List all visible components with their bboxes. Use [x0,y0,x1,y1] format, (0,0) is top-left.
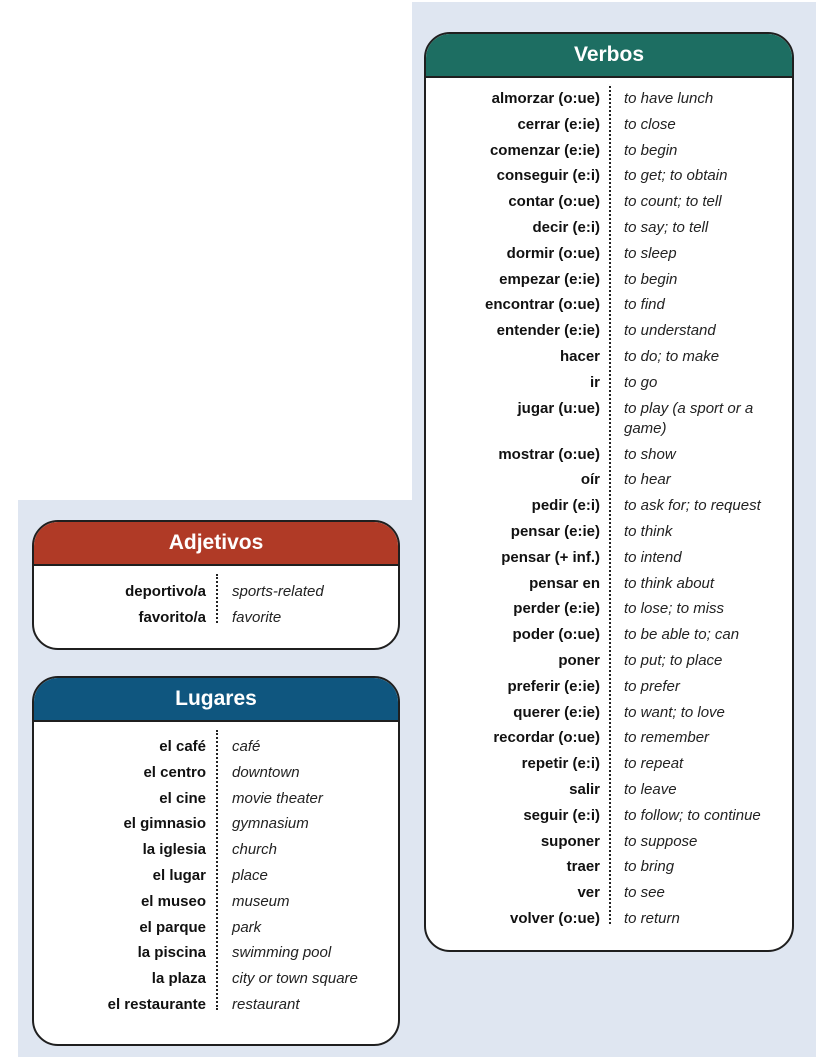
lugares-definition: gymnasium [232,815,309,833]
lugares-definition: church [232,841,278,859]
verbos-header: Verbos [426,34,792,78]
lugares-term: el gimnasio [123,815,206,833]
verbos-row [426,596,792,622]
verbos-term: recordar (o:ue) [493,729,600,747]
lugares-definition: café [232,738,261,755]
verbos-definition: to intend [624,548,682,566]
lugares-term: el café [159,738,206,755]
verbos-term: jugar (u:ue) [517,399,600,417]
verbos-definition: to say; to tell [624,218,709,236]
lugares-row [34,915,398,941]
verbos-definition: to go [624,373,658,391]
verbos-definition: to count; to tell [624,193,722,211]
lugares-term: el museo [140,892,206,910]
verbos-row [426,622,792,648]
lugares-definition: movie theater [232,789,323,807]
verbos-term: repetir (e:i) [521,755,600,773]
verbos-term: cerrar (e:ie) [517,115,600,133]
verbos-row [426,86,792,112]
verbos-definition: to do; to make [624,347,720,365]
verbos-term: volver (o:ue) [509,909,600,927]
verbos-row [426,344,792,370]
lugares-definition: swimming pool [232,944,332,962]
verbos-term: oír [580,471,600,489]
verbos-row [426,215,792,241]
verbos-term: hacer [559,347,600,365]
lugares-card [32,676,400,1046]
verbos-row [426,396,792,442]
verbos-definition: to return [624,909,680,927]
lugares-definition: place [232,866,268,884]
adjetivos-term: deportivo/a [125,583,206,600]
adjetivos-definition: favorite [232,608,282,626]
lugares-definition: restaurant [232,995,300,1013]
verbos-term: pensar en [529,574,600,592]
verbos-term: contar (o:ue) [508,193,600,211]
lugares-row [34,811,398,837]
verbos-definition: to ask for; to request [624,497,761,515]
lugares-row [34,940,398,966]
verbos-row [426,545,792,571]
verbos-row [426,854,792,880]
verbos-row [426,318,792,344]
lugares-term: el lugar [152,866,206,884]
verbos-definition: to leave [624,780,677,798]
verbos-definition: to repeat [624,755,684,773]
verbos-term: pedir (e:i) [531,497,600,515]
verbos-row [426,519,792,545]
verbos-definition: to begin [624,141,678,159]
verbos-row [426,138,792,164]
verbos-term: preferir (e:ie) [507,677,600,695]
verbos-list [426,78,792,932]
verbos-definition: to lose; to miss [624,600,725,618]
verbos-row [426,648,792,674]
verbos-definition: to sleep [624,244,677,262]
verbos-row [426,829,792,855]
lugares-row [34,992,398,1018]
adjetivos-card [32,520,400,650]
lugares-term: la piscina [137,944,206,962]
verbos-definition: to remember [624,729,710,747]
lugares-term: el centro [143,763,206,781]
lugares-definition: downtown [232,763,300,781]
adjetivos-row [34,579,398,605]
verbos-row [426,803,792,829]
verbos-row [426,880,792,906]
verbos-term: traer [566,858,600,876]
verbos-term: suponer [540,832,600,850]
verbos-row [426,292,792,318]
verbos-card [424,32,794,952]
lugares-term: la plaza [151,970,206,988]
verbos-row [426,467,792,493]
lugares-term: el parque [139,918,206,936]
lugares-list [34,722,398,1018]
verbos-definition: to see [624,884,665,902]
verbos-term: querer (e:ie) [513,703,600,721]
verbos-term: perder (e:ie) [513,600,600,618]
lugares-definition: park [232,918,262,936]
verbos-definition: to get; to obtain [624,167,728,185]
verbos-definition: to want; to love [624,703,725,721]
lugares-definition: city or town square [232,970,358,988]
verbos-row [426,241,792,267]
lugares-definition: museum [232,892,290,910]
adjetivos-definition: sports-related [232,583,324,600]
lugares-row [34,786,398,812]
verbos-term: entender (e:ie) [496,322,600,340]
verbos-row [426,442,792,468]
verbos-definition: to suppose [624,832,698,850]
verbos-term: poder (o:ue) [512,626,600,644]
verbos-term: ir [589,373,600,391]
verbos-term: ver [577,884,600,902]
lugares-row [34,760,398,786]
verbos-definition: to be able to; can [624,626,740,644]
verbos-term: empezar (e:ie) [499,270,600,288]
verbos-term: decir (e:i) [532,218,600,236]
verbos-definition: to hear [624,471,671,489]
verbos-row [426,751,792,777]
lugares-term: la iglesia [142,841,206,859]
verbos-term: seguir (e:i) [523,806,600,824]
adjetivos-list [34,566,398,631]
verbos-definition: to prefer [624,677,680,695]
verbos-definition: to show [624,445,676,463]
verbos-term: mostrar (o:ue) [498,445,600,463]
adjetivos-row [34,605,398,631]
verbos-row [426,163,792,189]
adjetivos-term: favorito/a [138,608,206,626]
verbos-row [426,370,792,396]
verbos-term: almorzar (o:ue) [491,90,600,107]
verbos-row [426,777,792,803]
lugares-header: Lugares [34,678,398,722]
lugares-term: el restaurante [107,995,206,1013]
lugares-row [34,837,398,863]
verbos-term: dormir (o:ue) [506,244,600,262]
verbos-definition: to put; to place [624,651,723,669]
lugares-term: el cine [159,789,206,807]
verbos-term: conseguir (e:i) [496,167,600,185]
verbos-row [426,571,792,597]
verbos-term: comenzar (e:ie) [489,141,600,159]
verbos-row [426,725,792,751]
verbos-definition: to understand [624,322,716,340]
verbos-row [426,674,792,700]
verbos-row [426,112,792,138]
verbos-row [426,700,792,726]
verbos-definition: to play (a sport or a game) [624,399,754,437]
verbos-term: pensar (e:ie) [510,522,600,540]
verbos-definition: to follow; to continue [624,806,761,824]
verbos-definition: to bring [624,858,675,876]
verbos-definition: to have lunch [624,90,714,107]
adjetivos-header: Adjetivos [34,522,398,566]
verbos-definition: to find [624,296,665,314]
verbos-row [426,906,792,932]
verbos-term: pensar (+ inf.) [501,548,600,566]
lugares-row [34,734,398,760]
verbos-row [426,189,792,215]
verbos-term: poner [558,651,600,669]
verbos-term: salir [569,780,600,798]
lugares-row [34,889,398,915]
verbos-term: encontrar (o:ue) [484,296,600,314]
verbos-row [426,267,792,293]
verbos-definition: to close [624,115,676,133]
verbos-definition: to think [624,522,673,540]
verbos-definition: to think about [624,574,715,592]
verbos-row [426,493,792,519]
lugares-row [34,863,398,889]
lugares-row [34,966,398,992]
verbos-definition: to begin [624,270,678,288]
